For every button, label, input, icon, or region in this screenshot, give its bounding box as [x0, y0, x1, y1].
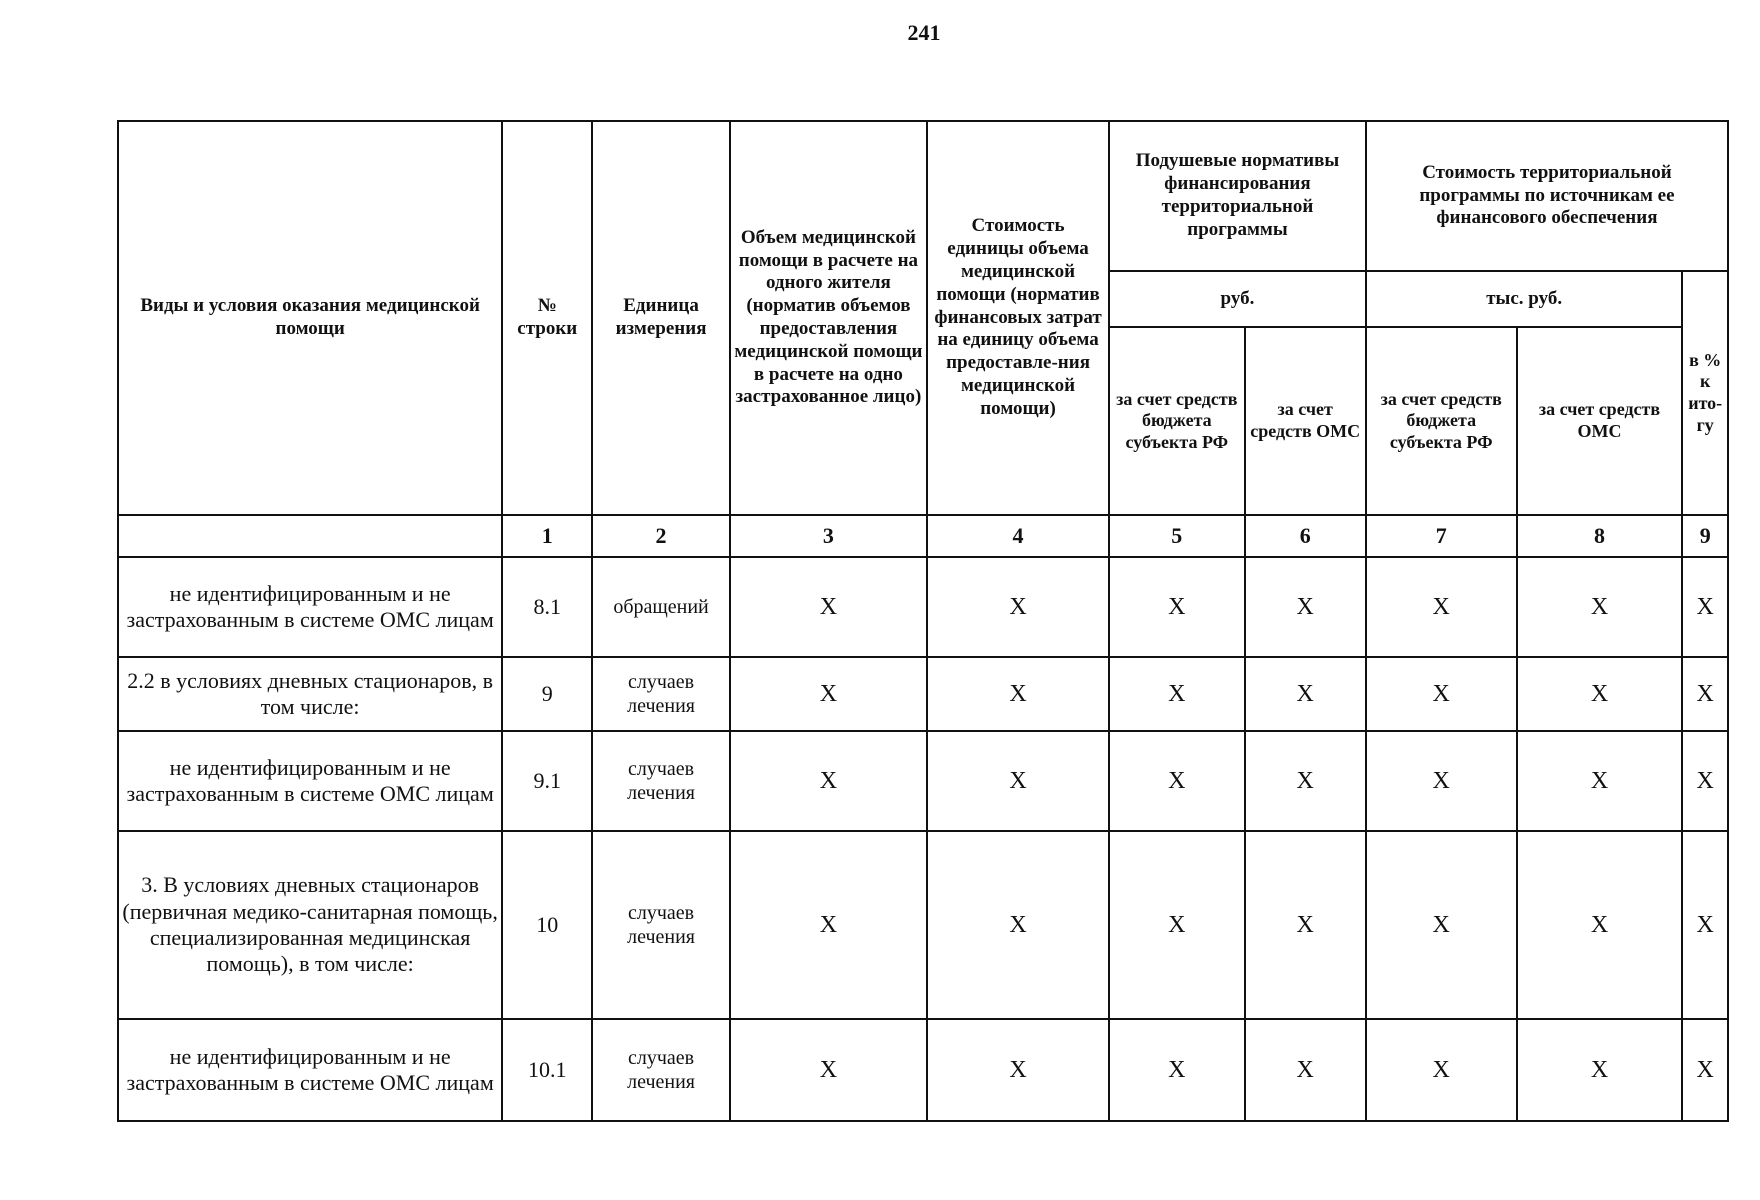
row-value: X — [1109, 657, 1245, 731]
row-value: X — [1517, 1019, 1683, 1121]
row-value: X — [730, 1019, 927, 1121]
row-unit: случаев лечения — [592, 657, 730, 731]
column-number: 1 — [502, 515, 592, 557]
row-label: не идентифицированным и не застрахованным в системе ОМС лицам — [118, 1019, 502, 1121]
row-value: X — [1517, 731, 1683, 831]
row-value: X — [927, 831, 1109, 1019]
row-value: X — [1109, 731, 1245, 831]
row-value: X — [1245, 1019, 1366, 1121]
header-vidy: Виды и условия оказания медицинской помощи — [118, 121, 502, 515]
table-row — [118, 657, 1728, 731]
row-value: X — [730, 657, 927, 731]
column-number-row — [118, 515, 1728, 557]
row-value: X — [1245, 831, 1366, 1019]
column-number: 6 — [1245, 515, 1366, 557]
row-value: X — [1366, 557, 1517, 657]
row-value: X — [1245, 657, 1366, 731]
table-row — [118, 831, 1728, 1019]
row-value: X — [1109, 557, 1245, 657]
header-obem: Объем медицинской помощи в расчете на одного жителя (норматив объемов предоставления медицинской помощи в расчете на одно застрахованное лицо) — [730, 121, 927, 515]
column-number: 2 — [592, 515, 730, 557]
row-label: 2.2 в условиях дневных стационаров, в том числе: — [118, 657, 502, 731]
column-number: 4 — [927, 515, 1109, 557]
header-budget-subject-rf-7: за счет средств бюджета субъекта РФ — [1366, 327, 1517, 515]
row-unit: случаев лечения — [592, 1019, 730, 1121]
row-value: X — [927, 657, 1109, 731]
row-stroka: 9.1 — [502, 731, 592, 831]
column-number: 9 — [1682, 515, 1728, 557]
header-percent: в % к ито-гу — [1682, 271, 1728, 515]
row-value: X — [927, 731, 1109, 831]
row-label: не идентифицированным и не застрахованным в системе ОМС лицам — [118, 731, 502, 831]
row-value: X — [1517, 657, 1683, 731]
table-row — [118, 1019, 1728, 1121]
header-oms: за счет средств ОМС — [1245, 327, 1366, 515]
row-value: X — [927, 1019, 1109, 1121]
header-podushevye: Подушевые нормативы финансирования территориальной программы — [1109, 121, 1366, 271]
row-value: X — [730, 831, 927, 1019]
row-value: X — [1682, 657, 1728, 731]
row-value: X — [927, 557, 1109, 657]
header-budget-subject-rf: за счет средств бюджета субъекта РФ — [1109, 327, 1245, 515]
row-value: X — [1245, 557, 1366, 657]
page-number: 241 — [907, 20, 941, 45]
row-value: X — [730, 557, 927, 657]
column-number: 7 — [1366, 515, 1517, 557]
row-unit: обращений — [592, 557, 730, 657]
row-label: не идентифицированным и не застрахованным в системе ОМС лицам — [118, 557, 502, 657]
row-value: X — [1366, 831, 1517, 1019]
header-tys-rub: тыс. руб. — [1366, 271, 1683, 327]
row-value: X — [1682, 731, 1728, 831]
row-value: X — [1245, 731, 1366, 831]
row-stroka: 10.1 — [502, 1019, 592, 1121]
row-value: X — [1109, 831, 1245, 1019]
row-value: X — [1109, 1019, 1245, 1121]
header-stroki: № строки — [502, 121, 592, 515]
row-unit: случаев лечения — [592, 731, 730, 831]
row-unit: случаев лечения — [592, 831, 730, 1019]
row-stroka: 9 — [502, 657, 592, 731]
row-stroka: 10 — [502, 831, 592, 1019]
row-value: X — [1682, 557, 1728, 657]
row-value: X — [1366, 1019, 1517, 1121]
header-stoimost-terr: Стоимость территориальной программы по источникам ее финансового обеспечения — [1366, 121, 1728, 271]
row-value: X — [1366, 731, 1517, 831]
header-oms-8: за счет средств ОМС — [1517, 327, 1683, 515]
row-stroka: 8.1 — [502, 557, 592, 657]
row-value: X — [730, 731, 927, 831]
table-row — [118, 557, 1728, 657]
row-value: X — [1366, 657, 1517, 731]
column-number: 8 — [1517, 515, 1683, 557]
header-rub: руб. — [1109, 271, 1366, 327]
row-value: X — [1682, 831, 1728, 1019]
row-value: X — [1682, 1019, 1728, 1121]
row-value: X — [1517, 831, 1683, 1019]
column-number: 5 — [1109, 515, 1245, 557]
medical-care-table — [117, 120, 1729, 1122]
row-value: X — [1517, 557, 1683, 657]
header-edinica: Единица измерения — [592, 121, 730, 515]
row-label: 3. В условиях дневных стационаров (первичная медико-санитарная помощь, специализированная медицинская помощь), в том числе: — [118, 831, 502, 1019]
column-number — [118, 515, 502, 557]
table-row — [118, 731, 1728, 831]
column-number: 3 — [730, 515, 927, 557]
header-stoimost: Стоимость единицы объема медицинской помощи (норматив финансовых затрат на единицу объема предоставле-ния медицинской помощи) — [927, 121, 1109, 515]
